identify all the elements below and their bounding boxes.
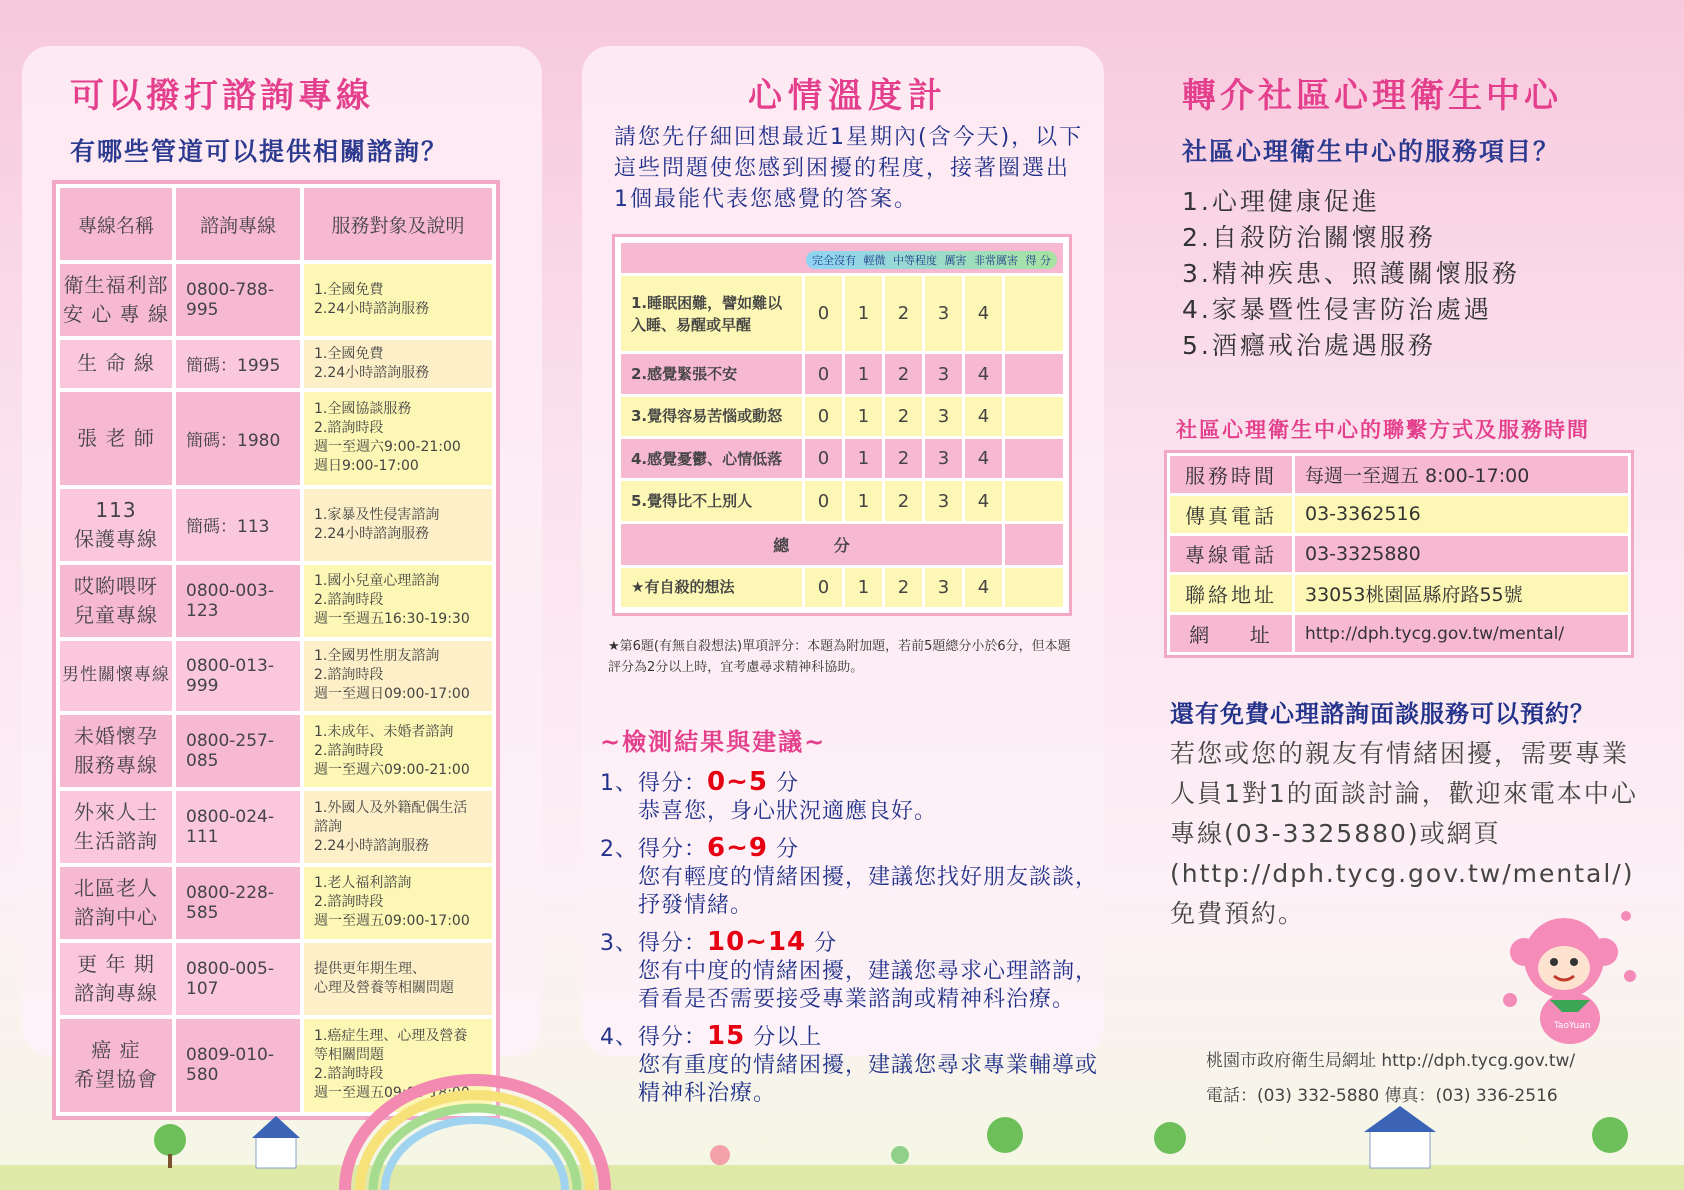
score-option[interactable]: 0: [805, 439, 842, 478]
scale-legend: [621, 243, 1063, 273]
hotline-phone: 簡碼：1980: [176, 392, 300, 485]
hotline-name: 衛生福利部 安 心 專 線: [60, 264, 172, 336]
header-desc: 服務對象及說明: [304, 188, 492, 260]
contact-table: [1164, 450, 1634, 658]
result-suffix: 分以上: [745, 1025, 823, 1050]
bureau-phone: 電話：(03) 332-5880 傳真：(03) 336-2516: [1206, 1086, 1558, 1106]
list-item: 2.自殺防治關懷服務: [1182, 223, 1436, 252]
score-option[interactable]: 0: [805, 276, 842, 351]
hotline-desc: 1.癌症生理、心理及營養 等相關問題 2.諮詢時段 週一至週五09:00-18:00: [304, 1019, 492, 1112]
scale-bar: [806, 251, 1057, 269]
mood-table: [618, 240, 1066, 610]
tree-trunk: [168, 1154, 172, 1168]
mascot-ear-left: [1510, 938, 1538, 966]
hotline-phone: 簡碼：113: [176, 489, 300, 561]
score-option[interactable]: 2: [885, 397, 922, 436]
result-suffix: 分: [767, 837, 799, 862]
table-row: [1170, 575, 1628, 612]
score-option[interactable]: 4: [965, 397, 1002, 436]
result-score: 6~9: [707, 833, 768, 863]
mood-question: 5.覺得比不上別人: [621, 481, 802, 520]
contact-value: 03-3362516: [1295, 496, 1628, 533]
table-row: [1170, 456, 1628, 493]
contact-key: 專線電話: [1170, 536, 1292, 573]
score-option[interactable]: 2: [885, 481, 922, 520]
scale-label: 中等程度: [893, 253, 937, 267]
hotline-desc: 1.全國免費 2.24小時諮詢服務: [304, 264, 492, 336]
score-option[interactable]: 1: [845, 481, 882, 520]
total-score-cell[interactable]: [1005, 524, 1063, 565]
table-row: [1170, 615, 1628, 652]
result-score: 0~5: [707, 767, 768, 797]
score-option[interactable]: 1: [845, 354, 882, 393]
scale-label: 輕微: [863, 253, 886, 267]
result-item: [600, 768, 1100, 826]
hotline-header-row: [60, 188, 492, 260]
mood-question-row: [621, 397, 1063, 436]
score-option[interactable]: 1: [845, 568, 882, 607]
services-subtitle: 社區心理衛生中心的服務項目？: [1182, 137, 1561, 166]
contact-title: 社區心理衛生中心的聯繫方式及服務時間: [1176, 418, 1590, 442]
mood-question: 1.睡眠困難，譬如難以 入睡、易醒或早醒: [621, 276, 802, 351]
score-cell[interactable]: [1005, 276, 1063, 351]
score-option[interactable]: 0: [805, 568, 842, 607]
score-cell[interactable]: [1005, 481, 1063, 520]
mascot-eye-right: [1570, 958, 1578, 966]
table-row: [60, 943, 492, 1015]
hotline-subtitle: 有哪些管道可以提供相關諮詢？: [70, 137, 449, 166]
hotline-name: 113 保護專線: [60, 489, 172, 561]
table-row: [60, 489, 492, 561]
score-option[interactable]: 2: [885, 568, 922, 607]
table-row: [1170, 536, 1628, 573]
score-option[interactable]: 4: [965, 481, 1002, 520]
contact-key: 網 址: [1170, 615, 1292, 652]
scale-label: 完全沒有: [812, 253, 856, 267]
mood-question-row: [621, 481, 1063, 520]
result-prefix: 2、得分：: [600, 837, 707, 862]
hotline-name: 外來人士 生活諮詢: [60, 791, 172, 863]
contact-key: 服務時間: [1170, 456, 1292, 493]
score-option[interactable]: 3: [925, 481, 962, 520]
hotline-desc: 1.全國協談服務 2.諮詢時段 週一至週六9:00-21:00 週日9:00-17:00: [304, 392, 492, 485]
contact-value: 03-3325880: [1295, 536, 1628, 573]
referral-title: 轉介社區心理衛生中心: [1182, 76, 1562, 116]
mascot-text: TaoYuan: [1554, 1021, 1591, 1031]
free-consult-text: 若您或您的親友有情緒困擾，需要專業人員1對1的面談討論，歡迎來電本中心專線(03-3325880)或網頁(http://dph.tycg.gov.tw/mental/)免費預約。: [1170, 739, 1638, 928]
score-cell[interactable]: [1005, 568, 1063, 607]
scale-label: 非常厲害: [974, 253, 1018, 267]
result-advice: 您有中度的情緒困擾，建議您尋求心理諮詢，看看是否需要接受專業諮詢或精神科治療。: [638, 959, 1099, 1012]
contact-key: 聯絡地址: [1170, 575, 1292, 612]
score-option[interactable]: 0: [805, 354, 842, 393]
flower-icon: [1624, 970, 1636, 982]
hotline-phone: 0800-013-999: [176, 641, 300, 712]
hotline-name: 男性關懷專線: [60, 641, 172, 712]
hotline-desc: 1.家暴及性侵害諮詢 2.24小時諮詢服務: [304, 489, 492, 561]
hotline-desc: 提供更年期生理、 心理及營養等相關問題: [304, 943, 492, 1015]
tree-icon: [987, 1117, 1023, 1153]
scale-label: 得 分: [1025, 253, 1051, 267]
house-icon: [710, 1145, 730, 1165]
results-title: ~檢測結果與建議~: [600, 728, 827, 756]
hotline-phone: 0800-005-107: [176, 943, 300, 1015]
score-cell[interactable]: [1005, 439, 1063, 478]
scenery-decoration: [0, 1030, 1684, 1190]
hotline-phone: 0800-024-111: [176, 791, 300, 863]
list-item: 1.心理健康促進: [1182, 187, 1380, 216]
contact-value: 33053桃園區縣府路55號: [1295, 575, 1628, 612]
mood-scale-row: [621, 243, 1063, 273]
result-prefix: 1、得分：: [600, 771, 707, 796]
header-phone: 諮詢專線: [176, 188, 300, 260]
score-option[interactable]: 3: [925, 354, 962, 393]
tree-icon: [154, 1124, 186, 1156]
hotline-phone: 0800-003-123: [176, 565, 300, 637]
mood-question: 4.感覺憂鬱、心情低落: [621, 439, 802, 478]
free-consult-title: 還有免費心理諮詢面談服務可以預約？: [1170, 700, 1595, 728]
hotline-name: 北區老人 諮詢中心: [60, 867, 172, 939]
contact-value[interactable]: http://dph.tycg.gov.tw/mental/: [1295, 615, 1628, 652]
hotline-name: 哎喲喂呀 兒童專線: [60, 565, 172, 637]
table-row: [60, 641, 492, 712]
hotline-phone: 0809-010-580: [176, 1019, 300, 1112]
bush-icon: [891, 1146, 909, 1164]
tree-icon: [1592, 1117, 1628, 1153]
hotline-desc: 1.國小兒童心理諮詢 2.諮詢時段 週一至週五16:30-19:30: [304, 565, 492, 637]
total-label: 總 分: [621, 524, 1002, 565]
table-row: [60, 715, 492, 787]
score-option[interactable]: 2: [885, 439, 922, 478]
hotline-name: 未婚懷孕 服務專線: [60, 715, 172, 787]
list-item: 5.酒癮戒治處遇服務: [1182, 331, 1436, 360]
score-option[interactable]: 4: [965, 354, 1002, 393]
score-option[interactable]: 3: [925, 568, 962, 607]
list-item: 4.家暴暨性侵害防治處遇: [1182, 295, 1492, 324]
hotline-title: 可以撥打諮詢專線: [70, 76, 374, 116]
result-prefix: 4、得分：: [600, 1025, 707, 1050]
table-row: [60, 565, 492, 637]
hotline-desc: 1.全國男性朋友諮詢 2.諮詢時段 週一至週日09:00-17:00: [304, 641, 492, 712]
score-option[interactable]: 3: [925, 439, 962, 478]
mascot-ear-right: [1590, 938, 1618, 966]
hotline-phone: 0800-257-085: [176, 715, 300, 787]
result-suffix: 分: [767, 771, 799, 796]
hotline-desc: 1.未成年、未婚者諮詢 2.諮詢時段 週一至週六09:00-21:00: [304, 715, 492, 787]
mascot-eye-left: [1550, 958, 1558, 966]
hotline-desc: 1.外國人及外籍配偶生活 諮詢 2.24小時諮詢服務: [304, 791, 492, 863]
score-cell[interactable]: [1005, 354, 1063, 393]
house-icon: [256, 1136, 296, 1168]
hotline-phone: 簡碼：1995: [176, 340, 300, 388]
flower-icon: [1503, 993, 1517, 1007]
mood-question: 2.感覺緊張不安: [621, 354, 802, 393]
result-advice: 您有輕度的情緒困擾，建議您找好朋友談談，抒發情緒。: [638, 865, 1099, 918]
hotline-table: [52, 180, 500, 1120]
mood-question: 3.覺得容易苦惱或動怒: [621, 397, 802, 436]
table-row: [60, 392, 492, 485]
hotline-desc: 1.老人福利諮詢 2.諮詢時段 週一至週五09:00-17:00: [304, 867, 492, 939]
house-icon: [1370, 1130, 1430, 1168]
bureau-website: 桃園市政府衛生局網址 http://dph.tycg.gov.tw/: [1206, 1051, 1576, 1071]
result-item: [600, 834, 1100, 920]
header-name: 專線名稱: [60, 188, 172, 260]
score-option[interactable]: 3: [925, 276, 962, 351]
hotline-name: 張 老 師: [60, 392, 172, 485]
score-option[interactable]: 4: [965, 276, 1002, 351]
ground: [0, 1165, 1684, 1190]
score-option[interactable]: 1: [845, 276, 882, 351]
table-row: [60, 264, 492, 336]
score-option[interactable]: 4: [965, 439, 1002, 478]
hotline-desc: 1.全國免費 2.24小時諮詢服務: [304, 340, 492, 388]
mood-total-row: [621, 524, 1063, 565]
result-prefix: 3、得分：: [600, 931, 707, 956]
score-option[interactable]: 1: [845, 439, 882, 478]
score-option[interactable]: 4: [965, 568, 1002, 607]
mood-question-row: [621, 276, 1063, 351]
hotline-name: 癌 症 希望協會: [60, 1019, 172, 1112]
house-roof: [1364, 1106, 1436, 1132]
flower-icon: [1621, 911, 1631, 921]
contact-value: 每週一至週五 8:00-17:00: [1295, 456, 1628, 493]
hotline-name: 生 命 線: [60, 340, 172, 388]
supplement-note: ★第6題(有無自殺想法)單項評分：本題為附加題，若前5題總分小於6分，但本題評分為2分以上時，宜考慮尋求精神科協助。: [608, 639, 1071, 675]
hotline-name: 更 年 期 諮詢專線: [60, 943, 172, 1015]
score-option[interactable]: 1: [845, 397, 882, 436]
table-row: [60, 340, 492, 388]
hotline-phone: 0800-228-585: [176, 867, 300, 939]
result-suffix: 分: [806, 931, 838, 956]
mood-intro: 請您先仔細回想最近1星期內(含今天)，以下這些問題使您感到困擾的程度，接著圈選出1個最能代表您感覺的答案。: [614, 125, 1084, 212]
suicide-question: ★有自殺的想法: [621, 568, 802, 607]
score-option[interactable]: 2: [885, 354, 922, 393]
result-item: [600, 928, 1100, 1014]
mood-question-row: [621, 354, 1063, 393]
mood-thermometer-table: [612, 234, 1072, 616]
score-option[interactable]: 3: [925, 397, 962, 436]
table-row: [1170, 496, 1628, 533]
mood-question-row: [621, 439, 1063, 478]
mood-title: 心情溫度計: [748, 76, 948, 116]
list-item: 3.精神疾患、照護關懷服務: [1182, 259, 1520, 288]
table-row: [60, 867, 492, 939]
services-list: [1182, 184, 1520, 364]
house-roof: [252, 1116, 300, 1138]
monkey-mascot-icon: [1492, 900, 1642, 1048]
tree-icon: [1154, 1122, 1186, 1154]
mascot-face: [1538, 946, 1590, 990]
score-option[interactable]: 0: [805, 397, 842, 436]
result-advice: 恭喜您，身心狀況適應良好。: [638, 799, 938, 824]
result-score: 15: [707, 1021, 746, 1051]
score-option[interactable]: 0: [805, 481, 842, 520]
table-row: [60, 791, 492, 863]
scale-label: 厲害: [944, 253, 967, 267]
result-advice: 您有重度的情緒困擾，建議您尋求專業輔導或精神科治療。: [638, 1053, 1099, 1106]
contact-key: 傳真電話: [1170, 496, 1292, 533]
mood-suicide-row: [621, 568, 1063, 607]
score-option[interactable]: 2: [885, 276, 922, 351]
score-cell[interactable]: [1005, 397, 1063, 436]
result-score: 10~14: [707, 927, 807, 957]
hotline-phone: 0800-788-995: [176, 264, 300, 336]
